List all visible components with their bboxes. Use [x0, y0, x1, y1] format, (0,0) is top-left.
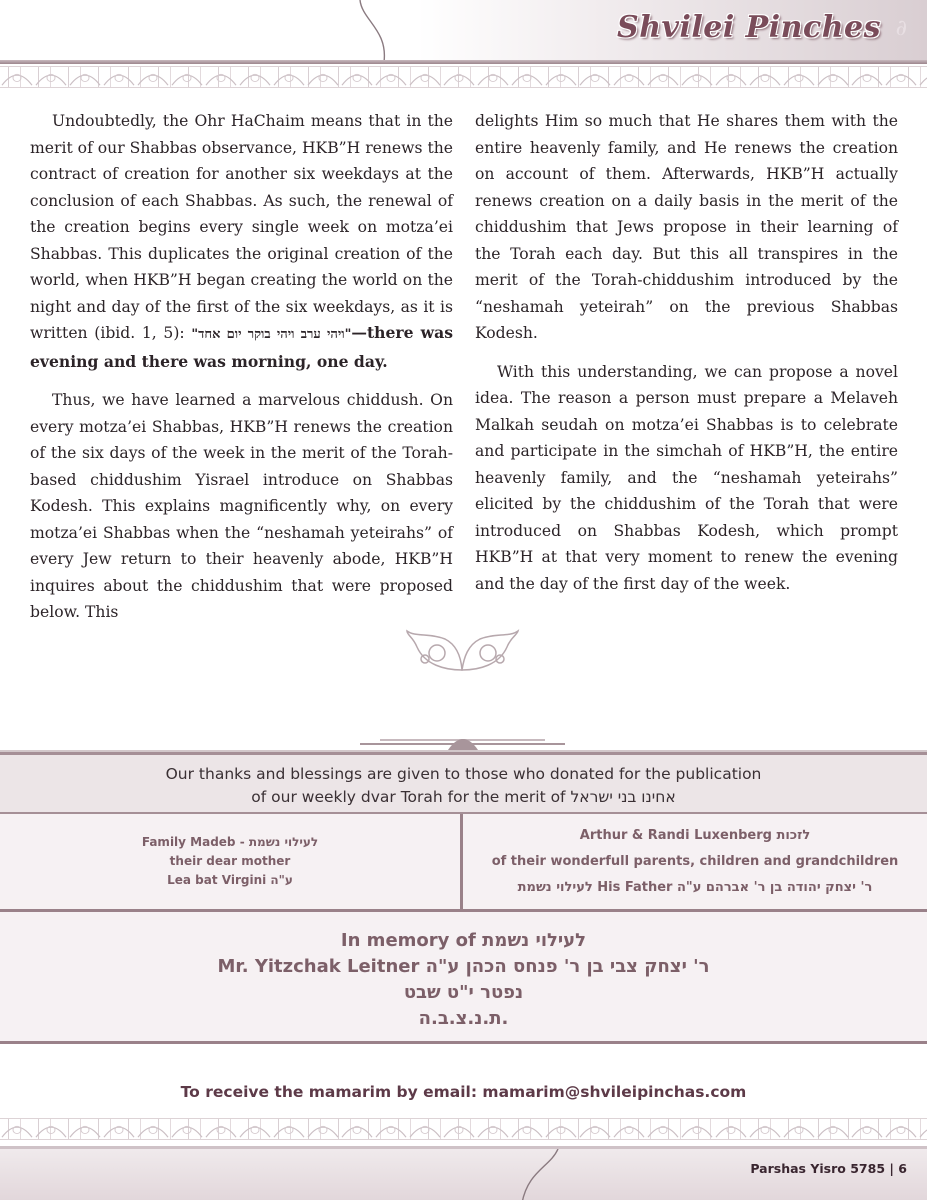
page-header — [0, 0, 927, 62]
article-column-right — [475, 108, 898, 638]
dedication-luxenberg — [463, 814, 927, 909]
paragraph: Thus, we have learned a marvelous chiddush. On every motza’ei Shabbas, HKB”H renews the creation of the six days of the week in the merit of the Torah-based chiddushim Yisrael introduce on Shabbas Kodesh. This explains magnificently why, on every motza’ei Shabbas when the “neshamah yeteirahs” of every Jew return to their heavenly abode, HKB”H inquires about the chiddushim that were proposed below. This — [30, 391, 453, 621]
page-footer — [0, 1146, 927, 1200]
ornamental-border-bottom — [0, 1118, 927, 1140]
dedication-line: Family Madeb - לעילוי נשמת — [141, 835, 319, 849]
dedication-line: לעילוי נשמת His Father ר' יצחק יהודה בן ר' אברהם ע"ה — [517, 879, 873, 895]
memorial-line: ת.נ.צ.ב.ה. — [418, 1008, 509, 1029]
donor-thanks-line1: Our thanks and blessings are given to those who donated for the publication — [165, 765, 762, 783]
memorial-line: Mr. Yitzchak Leitner ר' יצחק צבי בן ר' פנחס הכהן ע"ה — [217, 956, 710, 977]
article-body — [30, 108, 898, 638]
paragraph — [30, 108, 453, 375]
publication-title: Shvilei Pinches — [617, 10, 881, 45]
page-number-label: Parshas Yisro 5785 | 6 — [750, 1161, 907, 1176]
dedication-line: their dear mother — [169, 854, 291, 868]
header-divider — [0, 60, 927, 64]
hebrew-verse-quote: "ויהי ערב ויהי בוקר יום אחד" — [191, 327, 352, 342]
donor-thanks-line2: of our weekly dvar Torah for the merit of אחינו בני ישראל — [251, 788, 676, 806]
ornamental-border-top — [0, 66, 927, 88]
article-column-left — [30, 108, 453, 638]
donor-section-ornament — [0, 728, 927, 752]
dedication-line: Lea bat Virgini ע"ה — [167, 873, 293, 887]
email-subscription-line: To receive the mamarim by email: mamarim@shvileipinchas.com — [180, 1083, 747, 1101]
scroll-ornament-icon — [405, 625, 520, 675]
donor-thanks-banner — [0, 752, 927, 812]
paragraph-text: Undoubtedly, the Ohr HaChaim means that in the merit of our Shabbas observance, HKB”H renews the contract of creation for another six weekdays at the conclusion of each Shabbas. As such, the renewal of the creation begins every single week on motza’ei Shabbas. This duplicates the original creation of the world, when HKB”H began creating the world on the night and day of the first of the six weekdays, as it is written (ibid. 1, 5): — [30, 112, 453, 342]
donor-dedications — [0, 812, 927, 912]
paragraph: With this understanding, we can propose a novel idea. The reason a person must prepare a Melaveh Malkah seudah on motza’ei Shabbas is to celebrate and participate in the simchah of HKB”H, the entire heavenly family, and the “neshamah yeteirahs” elicited by the chiddushim of the Torah that were introduced on Shabbas Kodesh, which prompt HKB”H at that very moment to renew the evening and the day of the first day of the week. — [475, 362, 898, 593]
memorial-line: In memory of לעילוי נשמת — [340, 930, 587, 951]
brand-flourish-icon: ∂ — [895, 16, 907, 41]
dedication-madeb — [0, 814, 463, 909]
footer-swoosh-decoration — [500, 1149, 560, 1200]
memorial-line: נפטר י"ט שבט — [403, 982, 524, 1003]
memorial-dedication — [0, 912, 927, 1044]
header-swoosh-decoration — [340, 0, 420, 62]
dedication-line: Arthur & Randi Luxenberg לזכות — [579, 827, 811, 843]
verse-translation: —there was evening and there was morning, one day. — [30, 323, 453, 371]
dedication-line: of their wonderfull parents, children and grandchildren — [491, 853, 899, 869]
paragraph: delights Him so much that He shares them with the entire heavenly family, and He renews the creation on account of them. Afterwards, HKB”H actually renews creation on a daily basis in the merit of the chiddushim that Jews propose in their learning of the Torah each day. But this all transpires in the merit of the Torah-chiddushim introduced by the “neshamah yeteirah” on the previous Shabbas Kodesh. — [475, 112, 898, 342]
